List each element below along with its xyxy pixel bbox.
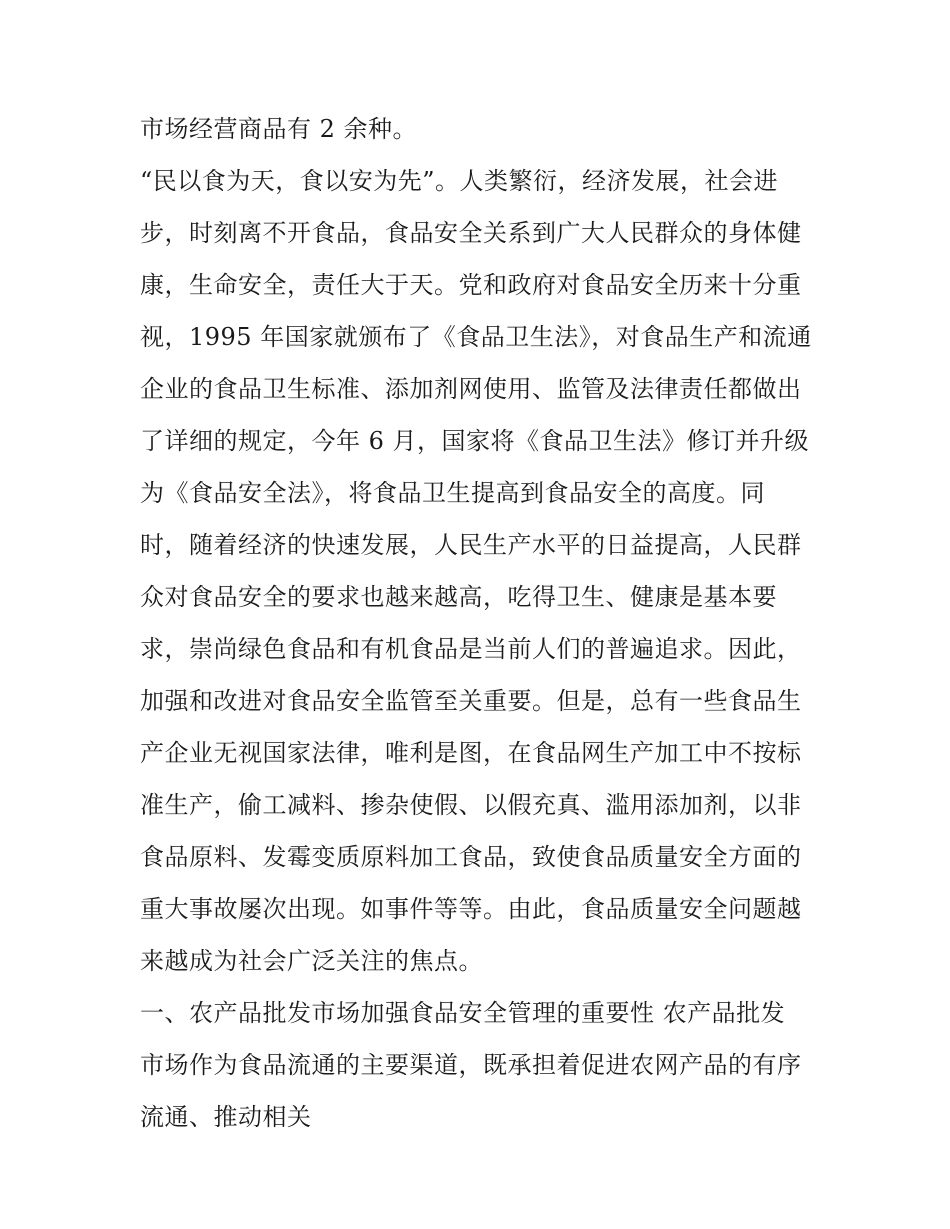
text-line: 准生产，偷工减料、掺杂使假、以假充真、滥用添加剂，以非 bbox=[140, 791, 802, 819]
text-line: 重大事故屡次出现。如事件等等。由此，食品质量安全问题越 bbox=[140, 895, 802, 923]
text-line: 康，生命安全，责任大于天。党和政府对食品安全历来十分重 bbox=[140, 271, 802, 299]
text-line: 求，崇尚绿色食品和有机食品是当前人们的普遍追求。因此， bbox=[140, 635, 802, 663]
text-line: 时，随着经济的快速发展，人民生产水平的日益提高，人民群 bbox=[140, 531, 802, 559]
text-line: 市场作为食品流通的主要渠道，既承担着促进农网产品的有序 bbox=[140, 1051, 802, 1079]
text-line: 食品原料、发霉变质原料加工食品，致使食品质量安全方面的 bbox=[140, 843, 802, 871]
text-line: 企业的食品卫生标准、添加剂网使用、监管及法律责任都做出 bbox=[140, 375, 802, 403]
text-line: 了详细的规定，今年 6 月，国家将《食品卫生法》修订并升级 bbox=[140, 427, 810, 455]
text-line: 为《食品安全法》，将食品卫生提高到食品安全的高度。同 bbox=[140, 479, 765, 507]
text-line: 一、农产品批发市场加强食品安全管理的重要性 农产品批发 bbox=[140, 999, 786, 1027]
text-line: 市场经营商品有 2 余种。 bbox=[140, 115, 418, 143]
text-line: 流通、推动相关 bbox=[140, 1103, 312, 1131]
text-line: “民以食为天，食以安为先”。人类繁衍，经济发展，社会进 bbox=[140, 167, 779, 195]
document-body bbox=[140, 110, 820, 1143]
text-line: 步，时刻离不开食品，食品安全关系到广大人民群众的身体健 bbox=[140, 219, 802, 247]
text-line: 加强和改进对食品安全监管至关重要。但是，总有一些食品生 bbox=[140, 687, 802, 715]
text-line: 产企业无视国家法律，唯利是图，在食品网生产加工中不按标 bbox=[140, 739, 802, 767]
text-line: 众对食品安全的要求也越来越高，吃得卫生、健康是基本要 bbox=[140, 583, 777, 611]
text-line: 视，1995 年国家就颁布了《食品卫生法》，对食品生产和流通 bbox=[140, 323, 812, 351]
text-line: 来越成为社会广泛关注的焦点。 bbox=[140, 947, 483, 975]
